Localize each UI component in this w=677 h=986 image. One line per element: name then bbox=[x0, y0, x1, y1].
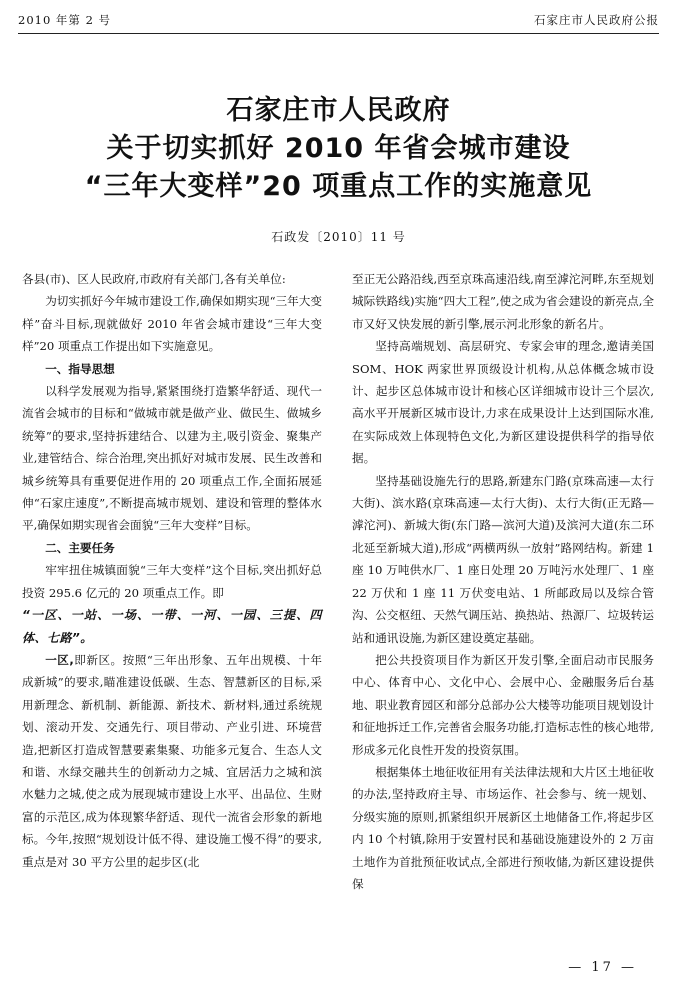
issue-label: 2010 年第 2 号 bbox=[18, 13, 112, 27]
document-title bbox=[0, 92, 677, 206]
continuation-paragraph: 至正无公路沿线,西至京珠高速沿线,南至滹沱河畔,东至规划城际铁路线)实施“四大工程”,使之成为省会建设的新亮点,全市又好又快发展的新引擎,展示河北形象的新名片。 bbox=[352, 272, 654, 331]
publication-name: 石家庄市人民政府公报 bbox=[534, 13, 659, 27]
urban-design-paragraph: 坚持高端规划、高层研究、专家会审的理念,邀请美国 SOM、HOK 两家世界顶级设计机构,从总体概念城市设计、起步区总体城市设计和核心区详细城市设计三个层次,高水平开展新区城市设计,力求在成果设计上达到国际水准,在实际成效上体现特色文化,为新区建设提供科学的指导依据。 bbox=[352, 339, 654, 466]
title-line-2: 关于切实抓好 2010 年省会城市建设 bbox=[106, 133, 571, 164]
document-number: 石政发〔2010〕11 号 bbox=[271, 230, 406, 244]
right-column bbox=[352, 268, 654, 895]
intro-paragraph: 为切实抓好今年城市建设工作,确保如期实现“三年大变样”奋斗目标,现就做好 2010 年省会城市建设“三年大变样”20 项重点工作提出如下实施意见。 bbox=[22, 294, 322, 354]
running-header bbox=[18, 12, 659, 32]
infrastructure-paragraph: 坚持基础设施先行的思路,新建东门路(京珠高速—太行大街)、滨水路(京珠高速—太行大街)、太行大街(正无路—滹沱河)、新城大街(东门路—滨河大道)及滨河大道(东二环北延至新城大道),形成“两横两纵一放射”路网结构。新建 1 座 10 万吨供水厂、1 座日处理 20 万吨污水处理厂、1 座 22 万伏和 1 座 11 万伏变电站、1 所邮政局以及综合管沟、公交枢纽、天然气调压站、换热站、热源厂、垃圾转运站和通讯设施,为新区建设奠定基础。 bbox=[352, 473, 654, 645]
section-heading-guiding-ideology: 一、指导思想 bbox=[45, 361, 115, 376]
section-heading-main-tasks: 二、主要任务 bbox=[45, 540, 115, 555]
public-investment-paragraph: 把公共投资项目作为新区开发引擎,全面启动市民服务中心、体育中心、文化中心、会展中心、金融服务后台基地、职业教育园区和部分总部办公大楼等功能项目规划设计和征地拆迁工作,完善省会服务功能,打造标志性的核心地带,形成多元化良性开发的投资氛围。 bbox=[352, 652, 654, 757]
title-line-1: 石家庄市人民政府 bbox=[226, 95, 451, 126]
addressee: 各县(市)、区人民政府,市政府有关部门,各有关单位: bbox=[22, 272, 286, 286]
land-reserve-paragraph: 根据集体土地征收征用有关法律法规和大片区土地征收的办法,坚持政府主导、市场运作、社会参与、统一规划、分级实施的原则,抓紧组织开展新区土地储备工作,将起步区内 10 个村镇,除用于安置村民和基础设施建设外的 2 万亩土地作为首批预征收试点,全部进行预收储,为新区建设提供保 bbox=[352, 764, 654, 891]
new-district-lead: 一区, bbox=[45, 652, 74, 667]
header-rule bbox=[18, 33, 659, 34]
title-line-3: “三年大变样”20 项重点工作的实施意见 bbox=[84, 171, 593, 202]
key-works-list: “一区、一站、一场、一带、一河、一园、三提、四体、七路”。 bbox=[22, 608, 322, 645]
left-column bbox=[22, 268, 322, 873]
new-district-paragraph bbox=[22, 649, 322, 873]
main-tasks-intro: 牢牢扭住城镇面貌“三年大变样”这个目标,突出抓好总投资 295.6 亿元的 20 项重点工作。即 bbox=[22, 563, 322, 600]
page-number: — 17 — bbox=[568, 960, 637, 975]
guiding-ideology-paragraph: 以科学发展观为指导,紧紧围绕打造繁华舒适、现代一流省会城市的目标和“做城市就是做产业、做民生、做城乡统筹”的要求,坚持拆建结合、以建为主,吸引资金、聚集产业,建管结合、综合治理,突出抓好对城市发展、民生改善和城乡统筹具有重要促进作用的 20 项重点工作,全面拓展延伸“石家庄速度”,不断提高城市规划、建设和管理的整体水平,确保如期实现省会面貌“三年大变样”目标。 bbox=[22, 384, 322, 533]
new-district-body: 即新区。按照“三年出形象、五年出规模、十年成新城”的要求,瞄准建设低碳、生态、智慧新区的目标,采用新理念、新机制、新能源、新技术、新材料,通过系统规划、滚动开发、交通先行、项目带动、产业引进、环境营造,把新区打造成智慧要素集聚、功能多元复合、生态人文和谐、水绿交融共生的创新动力之城、宜居活力之城和滨水魅力之城,使之成为展现城市建设上水平、出品位、生财富的示范区,成为体现繁华舒适、现代一流省会形象的新地标。今年,按照“规划设计低不得、建设施工慢不得”的要求,重点是对 30 平方公里的起步区(北 bbox=[22, 652, 322, 869]
